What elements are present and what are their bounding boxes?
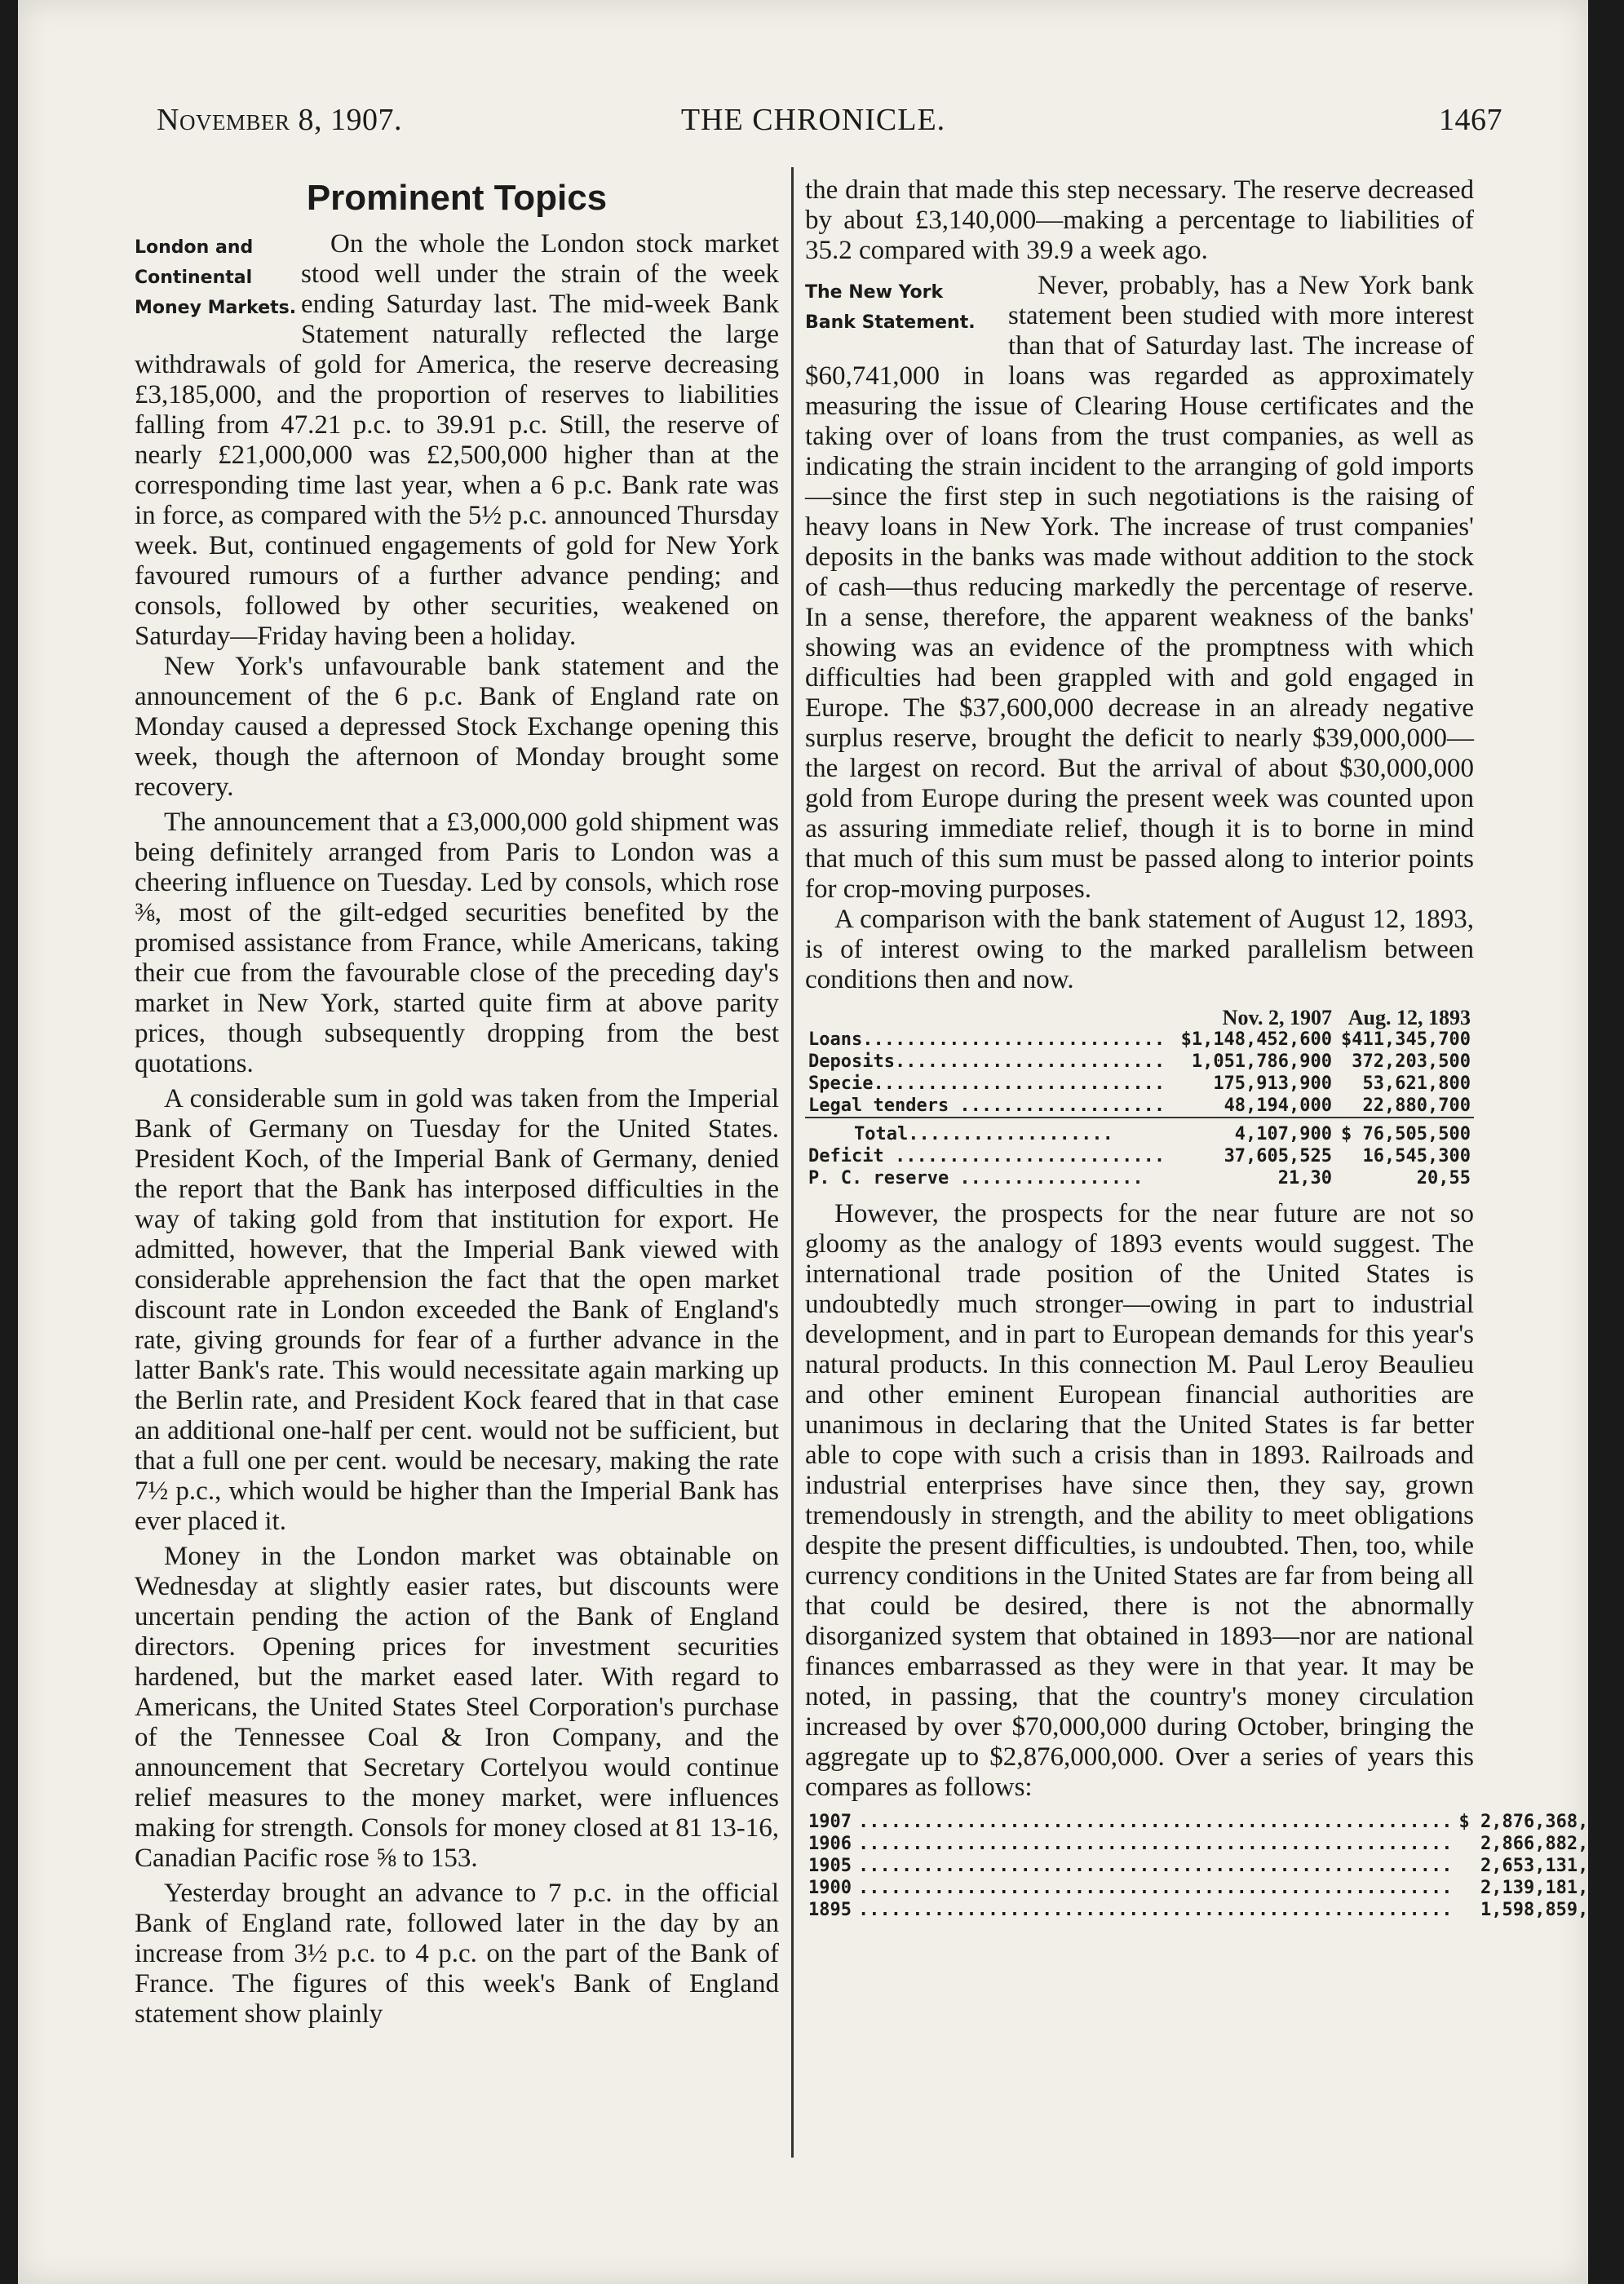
paragraph-continued: the drain that made this step necessary. The reserve decreased by about £3,140,000—making a percentage to liabilities of 35.2 compared with 39.9 a week ago. bbox=[805, 175, 1474, 265]
table-row: Loans............................ $1,148,452,600 $411,345,700 bbox=[805, 1029, 1474, 1051]
table-row: 1905 ....................................................... 2,653,131,518 bbox=[808, 1856, 1622, 1876]
column-header: Nov. 2, 1907 bbox=[1222, 1006, 1333, 1029]
table-row-reserve: P. C. reserve ................. 21,30 20,55 bbox=[805, 1167, 1474, 1189]
table-row: Specie........................... 175,913,900 53,621,800 bbox=[805, 1073, 1474, 1095]
paragraph: On the whole the London stock market stood well under the strain of the week ending Saturday last. The mid-week Bank Statement naturally reflected the large withdrawals of gold for America, the reserve decreasing £3,185,000, and the proportion of reserves to liabilities falling from 47.21 p.c. to 39.91 p.c. Still, the reserve of nearly £21,000,000 was £2,500,000 higher than at the corresponding time last year, when a 6 p.c. Bank rate was in force, as compared with the 5½ p.c. announced Thursday week. But, continued engagements of gold for New York favoured rumours of a further advance pending; and consols, followed by other securities, weakened on Saturday—Friday having been a holiday. bbox=[135, 229, 779, 651]
right-column bbox=[805, 175, 1622, 1921]
table-row: 1907 ....................................................... $ 2,876,368,606 bbox=[808, 1812, 1622, 1832]
section-heading: Prominent Topics bbox=[306, 178, 608, 218]
sidehead-new-york-bank-statement: The New York Bank Statement. bbox=[805, 282, 976, 333]
paragraph: Money in the London market was obtainable on Wednesday at slightly easier rates, but discounts were uncertain pending the action of the Bank of England directors. Opening prices for investment securities hardened, but the market eased later. With regard to Americans, the United States Steel Corporation's purchase of the Tennessee Coal & Iron Company, and the announcement that Secretary Cortelyou would continue relief measures to the money market, were influences making for strength. Consols for money closed at 81 13-16, Canadian Pacific rose ⅝ to 153. bbox=[135, 1542, 779, 1873]
publication-title: THE CHRONICLE. bbox=[680, 103, 946, 137]
row-label: Specie........................... bbox=[808, 1073, 1166, 1094]
row-label: Loans............................ bbox=[808, 1029, 1166, 1050]
table-row: Deposits......................... 1,051,786,900 372,203,500 bbox=[805, 1051, 1474, 1073]
left-column bbox=[135, 175, 779, 2029]
bank-statement-comparison-table bbox=[805, 1007, 1474, 1189]
paragraph: A comparison with the bank statement of August 12, 1893, is of interest owing to the marked parallelism between conditions then and now. bbox=[805, 905, 1474, 994]
row-label: P. C. reserve ................. bbox=[808, 1168, 1144, 1188]
issue-date: November 8, 1907. bbox=[157, 103, 402, 137]
money-circulation-table bbox=[805, 1811, 1624, 1921]
row-label: Total................... bbox=[854, 1124, 1113, 1144]
row-label: Deficit ......................... bbox=[808, 1146, 1166, 1166]
column-header: Aug. 12, 1893 bbox=[1347, 1006, 1471, 1029]
column-divider bbox=[791, 167, 794, 2158]
paragraph: New York's unfavourable bank statement and the announcement of the 6 p.c. Bank of England rate on Monday caused a depressed Stock Exchange opening this week, though the afternoon of Monday brought some recovery. bbox=[135, 652, 779, 802]
paragraph: A considerable sum in gold was taken from the Imperial Bank of Germany on Tuesday for the United States. President Koch, of the Imperial Bank of Germany, denied the report that the Bank has interposed difficulties in the way of taking gold from that institution for export. He admitted, however, that the Imperial Bank viewed with considerable apprehension the fact that the open market discount rate in London exceeded the Bank of England's rate, giving grounds for fear of a further advance in the latter Bank's rate. This would necessitate again marking up the Berlin rate, and President Kock feared that in that case an additional one-half per cent. would not be sufficient, but that a full one per cent. would be necesary, making the rate 7½ p.c., which would be higher than the Imperial Bank has ever placed it. bbox=[135, 1084, 779, 1536]
table-row: 1895 ....................................................... 1,598,859,368 bbox=[808, 1900, 1622, 1920]
newspaper-page bbox=[18, 0, 1622, 2284]
running-head bbox=[140, 102, 1502, 143]
row-label: Legal tenders ................... bbox=[808, 1096, 1166, 1116]
paragraph: However, the prospects for the near future are not so gloomy as the analogy of 1893 events would suggest. The international trade position of the United States is undoubtedly much stronger—owing in part to industrial development, and in part to European demands for this year's natural products. In this connection M. Paul Leroy Beaulieu and other eminent European financial authorities are unanimous in declaring that the United States is far better able to cope with such a crisis than in 1893. Railroads and industrial enterprises have since then, they say, grown tremendously in strength, and the ability to meet obligations despite the present difficulties, is undoubted. Then, too, while currency conditions in the United States are far from being all that could be desired, there is not the abnormally disorganized system that obtained in 1893—nor are national finances embarrassed as they were in that year. It may be noted, in passing, that the country's money circulation increased by over $70,000,000 during October, bringing the aggregate up to $2,876,000,000. Over a series of years this compares as follows: bbox=[805, 1199, 1474, 1802]
table-row-total: Total................... 4,107,900 $ 76,505,500 bbox=[805, 1123, 1474, 1145]
table-row: Legal tenders ................... 48,194,000 22,880,700 bbox=[805, 1095, 1474, 1118]
table-row: 1906 ....................................................... 2,866,882,776 bbox=[808, 1834, 1622, 1854]
page-number: 1467 bbox=[1439, 103, 1502, 137]
row-label: Deposits......................... bbox=[808, 1051, 1166, 1072]
table-row: 1900 ....................................................... 2,139,181,412 bbox=[808, 1878, 1622, 1898]
table-header-row bbox=[805, 1007, 1474, 1029]
sidehead-london-money-markets: London and Continental Money Markets. bbox=[135, 237, 297, 318]
table-row-deficit: Deficit ......................... 37,605,525 16,545,300 bbox=[805, 1145, 1474, 1167]
paragraph: Yesterday brought an advance to 7 p.c. in the official Bank of England rate, followed later in the day by an increase from 3½ p.c. to 4 p.c. on the part of the Bank of France. The figures of this week's Bank of England statement show plainly bbox=[135, 1879, 779, 2029]
paragraph: The announcement that a £3,000,000 gold shipment was being definitely arranged from Paris to London was a cheering influence on Tuesday. Led by consols, which rose ⅜, most of the gilt-edged securities benefited by the promised assistance from France, while Americans, taking their cue from the favourable close of the preceding day's market in New York, started quite firm at above parity prices, though subsequently dropping from the best quotations. bbox=[135, 808, 779, 1078]
paragraph: Never, probably, has a New York bank statement been studied with more interest than that of Saturday last. The increase of $60,741,000 in loans was regarded as approximately measuring the issue of Clearing House certificates and the taking over of loans from the trust companies, as well as indicating the strain incident to the arranging of gold imports—since the first step in such negotiations is the raising of heavy loans in New York. The increase of trust companies' deposits in the banks was made without addition to the stock of cash—thus reducing markedly the percentage of reserve. In a sense, therefore, the apparent weakness of the banks' showing was an evidence of the promptness with which difficulties had been grappled with and gold engaged in Europe. The $37,600,000 decrease in an already negative surplus reserve, brought the deficit to nearly $39,000,000—the largest on record. But the arrival of about $30,000,000 gold from Europe during the present week was counted upon as assuring immediate relief, though it is to borne in mind that much of this sum must be passed along to interior points for crop-moving purposes. bbox=[805, 271, 1474, 904]
